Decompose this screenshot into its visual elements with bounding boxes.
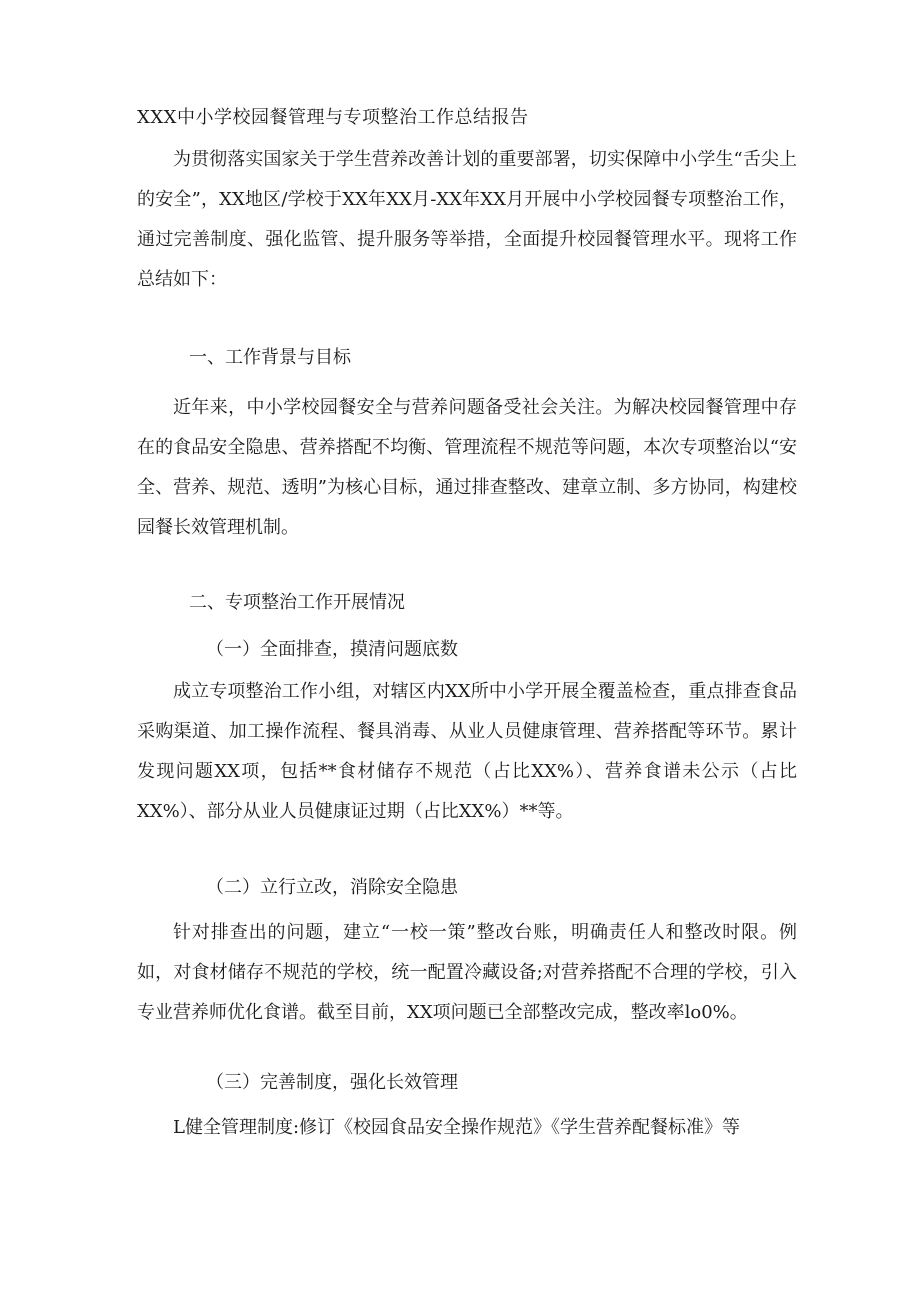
- section-heading-background: 一、工作背景与目标: [189, 347, 351, 368]
- section-heading-progress: 二、专项整治工作开展情况: [189, 592, 405, 613]
- subsection-body-institution: L健全管理制度:修订《校园食品安全操作规范》《学生营养配餐标准》等: [173, 1117, 741, 1138]
- intro-paragraph: 为贯彻落实国家关于学生营养改善计划的重要部署，切实保障中小学生“舌尖上的安全”，XX地区/学校于XX年XX月-XX年XX月开展中小学校园餐专项整治工作，通过完善制度、强化监管、提升服务等举措，全面提升校园餐管理水平。现将工作总结如下：: [137, 149, 797, 290]
- subsection-body-rectification: 针对排查出的问题，建立“一校一策”整改台账，明确责任人和整改时限。例如，对食材储存不规范的学校，统一配置冷藏设备;对营养搭配不合理的学校，引入专业营养师优化食谱。截至目前，XX项问题已全部整改完成，整改率lo0%。: [137, 922, 797, 1023]
- document-title: XXX中小学校园餐管理与专项整治工作总结报告: [137, 107, 529, 128]
- section-body-background: 近年来，中小学校园餐安全与营养问题备受社会关注。为解决校园餐管理中存在的食品安全隐患、营养搭配不均衡、管理流程不规范等问题，本次专项整治以“安全、营养、规范、透明”为核心目标，通过排查整改、建章立制、多方协同，构建校园餐长效管理机制。: [137, 397, 797, 538]
- subsection-heading-institution: （三）完善制度，强化长效管理: [206, 1072, 458, 1093]
- subsection-body-inspection: 成立专项整治工作小组，对辖区内XX所中小学开展全覆盖检查，重点排查食品采购渠道、加工操作流程、餐具消毒、从业人员健康管理、营养搭配等环节。累计发现问题XX项，包括**食材储存不规范（占比XX%）、营养食谱未公示（占比XX%）、部分从业人员健康证过期（占比XX%）**等。: [137, 681, 797, 822]
- subsection-heading-rectification: （二）立行立改，消除安全隐患: [206, 877, 458, 898]
- subsection-heading-inspection: （一）全面排查，摸清问题底数: [206, 639, 458, 660]
